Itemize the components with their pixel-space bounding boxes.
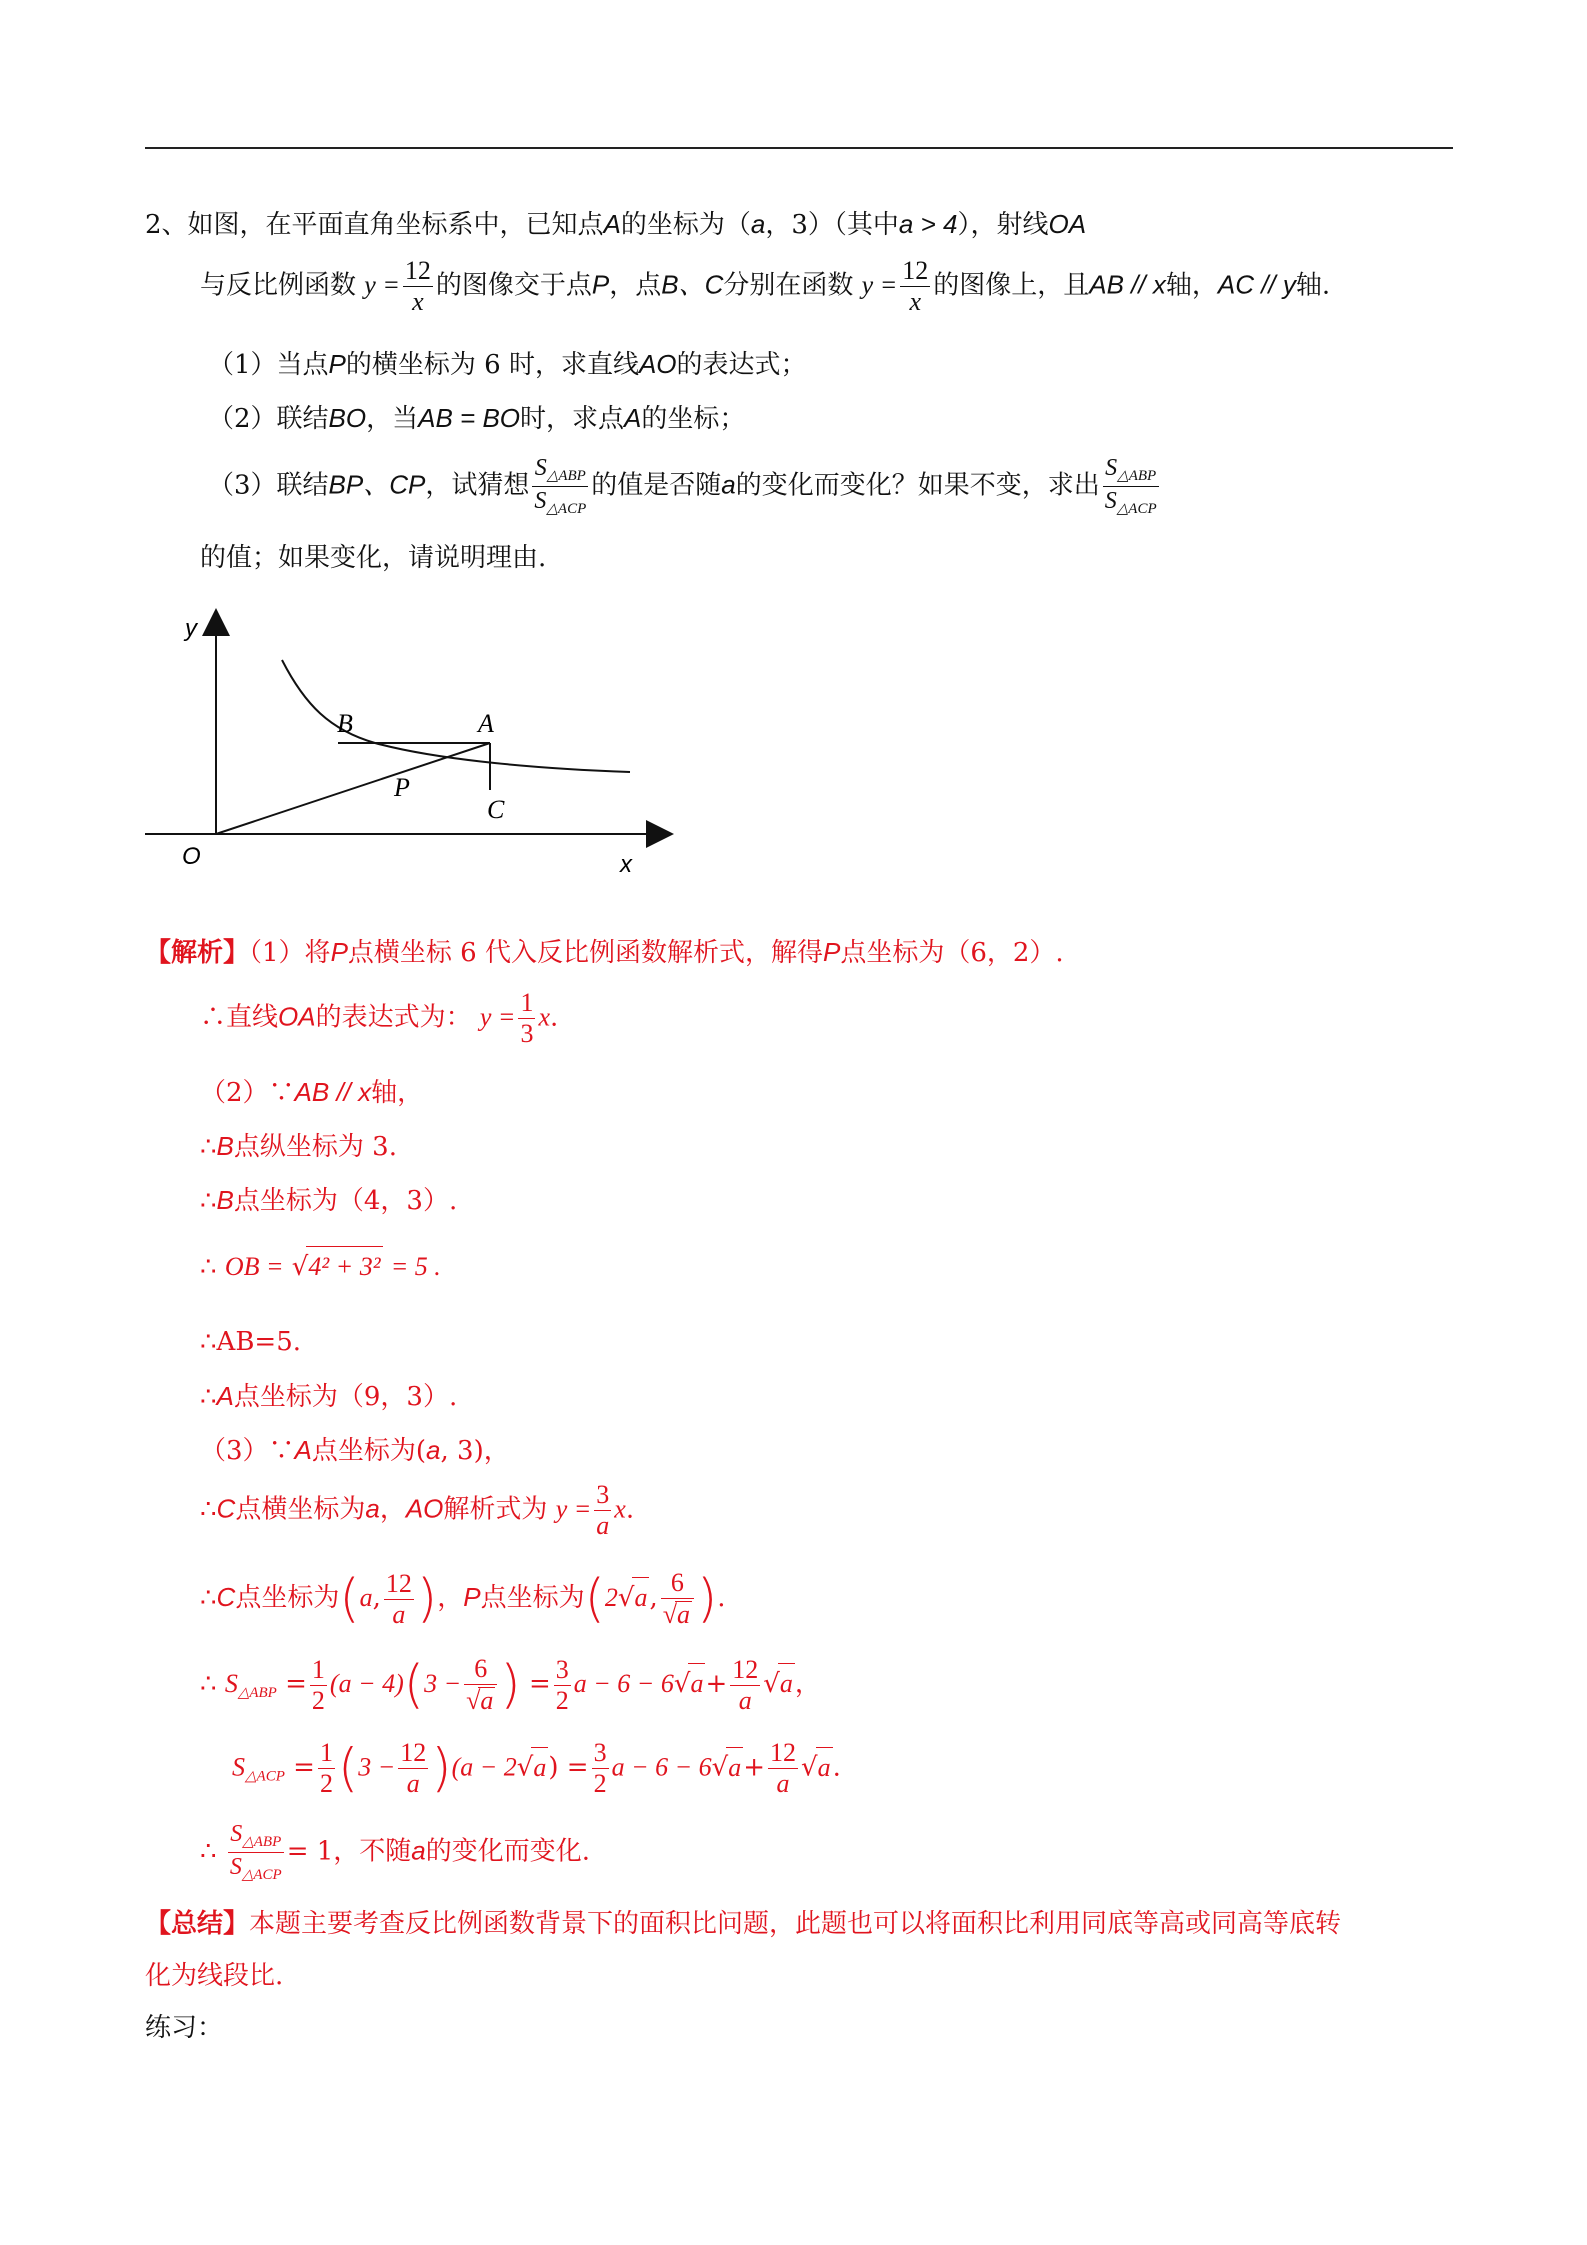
solution-line-3: （2）∵AB // x轴， bbox=[200, 1077, 424, 1108]
summary-line-1: 【总结】本题主要考查反比例函数背景下的面积比问题，此题也可以将面积比利用同底等高或同高等底转 bbox=[145, 1909, 1342, 1939]
solution-line-12: ∴ $S_{\triangle ABP}$ = $\frac{1}{2}$ (a − 4)(3 − $\frac{6}{√a}$ ) = $\frac{3}{2}$ a − 6 − 6√a+ $\frac{12}{a}$ √a， bbox=[200, 1654, 821, 1715]
solution-line-11: ∴C点坐标为(a, $\frac{12}{a}$ )，P点坐标为(2√a, $\frac{6}{√a}$ ). bbox=[200, 1568, 726, 1629]
problem-line-2: 与反比例函数 y = $\frac{12}{x}$ 的图像交于点P，点B、C分别在函数 y = $\frac{12}{x}$ 的图像上，且AB // x轴，AC // y轴. bbox=[200, 256, 1331, 316]
question-2: （2）联结BO，当AB = BO时，求点A的坐标； bbox=[208, 403, 746, 434]
summary-tag: 【总结】 bbox=[145, 1909, 250, 1939]
problem-line-1: 2、如图，在平面直角坐标系中，已知点A的坐标为（a，3）（其中a > 4），射线OA bbox=[145, 209, 1087, 240]
summary-line-2: 化为线段比. bbox=[145, 1961, 284, 1991]
solution-tag: 【解析】 bbox=[145, 938, 250, 968]
label-y: y bbox=[185, 615, 197, 642]
solution-line-14: ∴ $\frac{S_{\triangle ABP}}{S_{\triangle ACP}}$ = 1，不随a的变化而变化. bbox=[200, 1821, 591, 1883]
solution-line-2: ∴直线OA的表达式为： y = $\frac{1}{3}$ x. bbox=[200, 988, 559, 1048]
solution-line-1: 【解析】（1）将P点横坐标 6 代入反比例函数解析式，解得P点坐标为（6，2）. bbox=[145, 937, 1064, 968]
solution-line-10: ∴C点横坐标为a，AO解析式为 y = $\frac{3}{a}$ x. bbox=[200, 1480, 635, 1540]
solution-line-13: $S_{\triangle ACP}$ = $\frac{1}{2}$ (3 − $\frac{12}{a}$ )(a − 2√a) = $\frac{3}{2}$ a − 6 − 6√a+ $\frac{12}{a}$ √a. bbox=[232, 1738, 841, 1799]
solution-line-9: （3）∵A点坐标为(a, 3)， bbox=[200, 1435, 510, 1466]
label-a: A bbox=[478, 709, 494, 738]
solution-line-7: ∴AB=5. bbox=[200, 1327, 302, 1357]
practice-heading: 练习： bbox=[145, 2013, 224, 2043]
label-b: B bbox=[337, 709, 353, 738]
label-p: P bbox=[394, 773, 410, 802]
coordinate-diagram bbox=[130, 600, 690, 900]
header-rule bbox=[145, 147, 1453, 149]
label-c: C bbox=[487, 795, 505, 824]
solution-line-4: ∴B点纵坐标为 3. bbox=[200, 1131, 397, 1162]
solution-line-8: ∴A点坐标为（9，3）. bbox=[200, 1381, 458, 1412]
label-x: x bbox=[620, 851, 632, 878]
solution-line-6: ∴ OB = √4² + 3² = 5 . bbox=[200, 1246, 441, 1287]
ray-oa bbox=[216, 743, 490, 834]
label-o: O bbox=[182, 843, 201, 870]
question-3-cont: 的值；如果变化，请说明理由. bbox=[200, 543, 547, 573]
solution-line-5: ∴B点坐标为（4，3）. bbox=[200, 1185, 458, 1216]
question-3: （3）联结BP、CP，试猜想 $\frac{S_{\triangle ABP}}{S_{\triangle ACP}}$ 的值是否随a的变化而变化？如果不变，求出 $\frac{S_{\triangle ABP}}{S_{\triangle ACP}}$ bbox=[208, 455, 1157, 517]
question-1: （1）当点P的横坐标为 6 时，求直线AO的表达式； bbox=[208, 349, 807, 380]
